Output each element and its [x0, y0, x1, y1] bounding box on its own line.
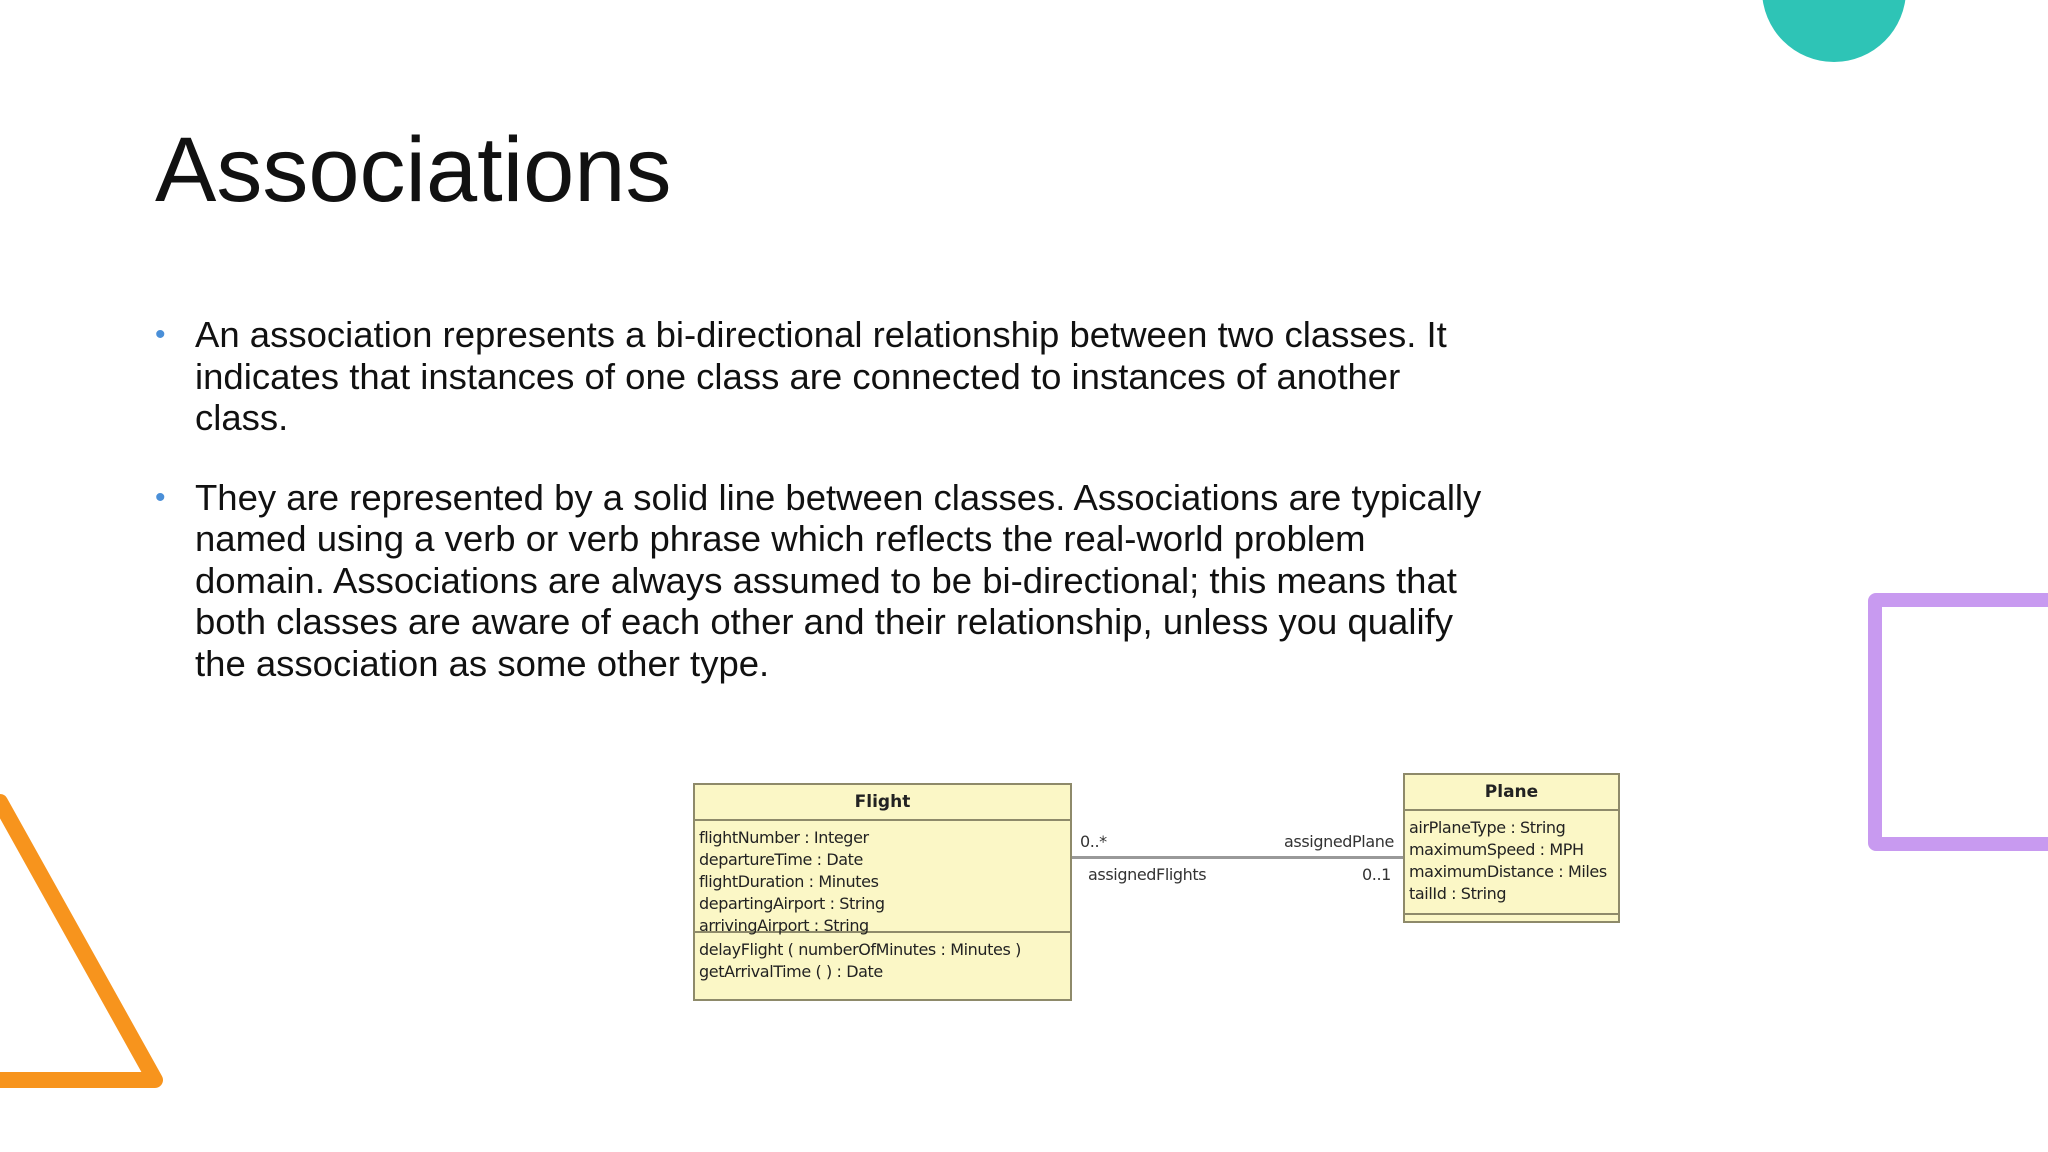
- flight-attribute: flightNumber : Integer: [699, 828, 869, 847]
- flight-attribute: departureTime : Date: [699, 850, 863, 869]
- plane-attributes: [1405, 811, 1618, 915]
- bullet-dot-icon: •: [155, 480, 166, 514]
- flight-operations: [695, 933, 1070, 987]
- flight-attribute: departingAirport : String: [699, 894, 885, 913]
- slide-title: Associations: [155, 119, 672, 221]
- teal-circle-decoration: [1762, 0, 1906, 62]
- flight-multiplicity: 0..*: [1080, 832, 1107, 851]
- bullet-item: [155, 314, 1495, 439]
- orange-triangle-decoration: [0, 790, 170, 1090]
- plane-attribute: maximumDistance : Miles: [1409, 862, 1607, 881]
- bullet-list: [155, 314, 1495, 722]
- flight-attribute: arrivingAirport : String: [699, 916, 869, 935]
- bullet-text: An association represents a bi-directional relationship between two classes. It indicates that instances of one class are connected to instances of another class.: [195, 314, 1447, 438]
- flight-class-box: [693, 783, 1072, 1001]
- flight-operation: getArrivalTime ( ) : Date: [699, 962, 883, 981]
- plane-class-box: [1403, 773, 1620, 923]
- bullet-item: [155, 477, 1495, 685]
- plane-attribute: maximumSpeed : MPH: [1409, 840, 1584, 859]
- uml-class-diagram: [690, 770, 1630, 1010]
- flight-class-name: Flight: [695, 785, 1070, 821]
- bullet-dot-icon: •: [155, 318, 166, 351]
- flight-role-label: assignedFlights: [1088, 865, 1207, 884]
- plane-attribute: airPlaneType : String: [1409, 818, 1566, 837]
- plane-class-name: Plane: [1405, 775, 1618, 811]
- plane-multiplicity: 0..1: [1362, 865, 1391, 884]
- plane-role-label: assignedPlane: [1284, 832, 1394, 851]
- purple-square-decoration: [1868, 593, 2048, 851]
- flight-attributes: [695, 821, 1070, 933]
- plane-attribute: tailId : String: [1409, 884, 1507, 903]
- association-line: [1072, 856, 1403, 859]
- flight-attribute: flightDuration : Minutes: [699, 872, 879, 891]
- bullet-text: They are represented by a solid line between classes. Associations are typically named using a verb or verb phrase which reflects the real-world problem domain. Associations are always assumed to be bi-directional; this means that both classes are aware of each other and their relationship, unless you qualify the association as some other type.: [195, 476, 1482, 684]
- flight-operation: delayFlight ( numberOfMinutes : Minutes ): [699, 940, 1021, 959]
- plane-operations: [1405, 915, 1618, 923]
